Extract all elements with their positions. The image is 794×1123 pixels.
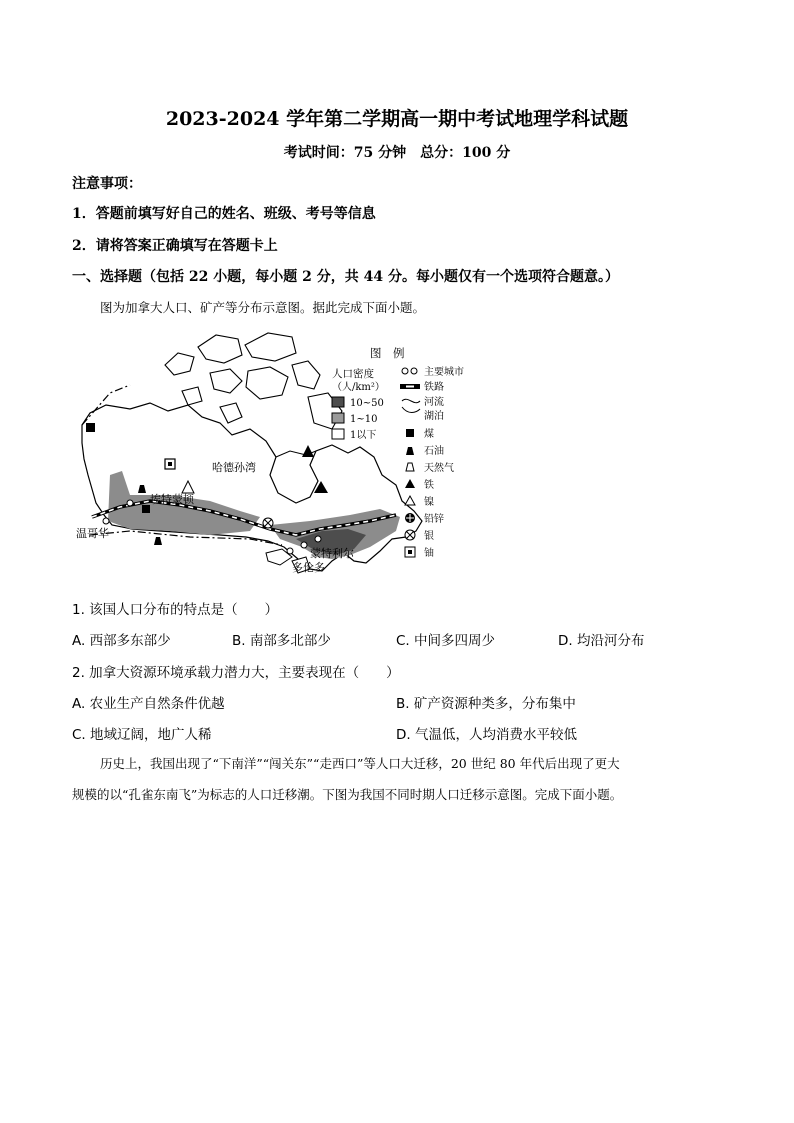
svg-text:铁: 铁 <box>424 480 434 491</box>
question-2-option-c: C. 地域辽阔，地广人稀 <box>72 727 212 743</box>
svg-text:10~50: 10~50 <box>350 398 384 409</box>
question-2-option-a: A. 农业生产自然条件优越 <box>72 696 225 712</box>
oil-icon <box>138 485 146 493</box>
svg-text:铀: 铀 <box>424 548 434 559</box>
page-title: 2023-2024 学年第二学期高一期中考试地理学科试题 <box>165 108 629 130</box>
canada-map <box>70 325 490 580</box>
svg-text:天然气: 天然气 <box>424 463 454 474</box>
svg-text:1以下: 1以下 <box>350 430 377 441</box>
svg-text:人口密度: 人口密度 <box>332 368 374 380</box>
question-1-option-a: A. 西部多东部少 <box>72 633 171 649</box>
svg-text:煤: 煤 <box>424 429 434 440</box>
section-heading: 一、选择题（包括 22 小题，每小题 2 分，共 44 分。每小题仅有一个选项符合题意。） <box>72 269 619 285</box>
city-icon <box>287 548 293 554</box>
notice-item-2: 2．请将答案正确填写在答题卡上 <box>72 238 278 254</box>
label-toronto: 多伦多 <box>292 561 325 574</box>
notice-heading: 注意事项： <box>72 176 142 192</box>
migration-intro-line-2: 规模的以“孔雀东南飞”为标志的人口迁移潮。下图为我国不同时期人口迁移示意图。完成下面小题。 <box>72 787 623 802</box>
coal-icon <box>86 423 95 432</box>
question-1-option-c: C. 中间多四周少 <box>396 633 496 649</box>
iron-icon <box>314 481 328 493</box>
question-2-option-d: D. 气温低，人均消费水平较低 <box>396 727 577 743</box>
nickel-icon <box>182 481 194 493</box>
oil-icon <box>154 537 162 545</box>
svg-text:河流: 河流 <box>424 397 444 408</box>
question-1-stem: 1. 该国人口分布的特点是（ ） <box>72 602 279 618</box>
svg-text:（人/km²）: （人/km²） <box>332 382 385 393</box>
label-hudson-bay: 哈德孙湾 <box>212 461 256 474</box>
notice-item-1: 1．答题前填写好自己的姓名、班级、考号等信息 <box>72 206 376 222</box>
svg-text:图 例: 图 例 <box>370 346 405 360</box>
svg-text:湖泊: 湖泊 <box>424 411 444 422</box>
question-1-option-d: D. 均沿河分布 <box>558 633 645 649</box>
svg-text:石油: 石油 <box>424 446 444 457</box>
label-edmonton: 埃特蒙顿 <box>150 493 194 506</box>
question-2-stem: 2. 加拿大资源环境承载力潜力大，主要表现在（ ） <box>72 665 400 681</box>
exam-info: 考试时间：75 分钟 总分：100 分 <box>283 145 511 161</box>
svg-text:铅锌: 铅锌 <box>424 514 444 525</box>
arctic-islands <box>165 333 342 429</box>
label-vancouver: 温哥华 <box>76 527 109 540</box>
migration-intro-line-1: 历史上，我国出现了“下南洋”“闯关东”“走西口”等人口大迁移，20 世纪 80 年代后出现了更大 <box>100 756 620 771</box>
svg-text:铁路: 铁路 <box>424 382 444 393</box>
question-2-option-b: B. 矿产资源种类多，分布集中 <box>396 696 576 712</box>
label-montreal: 蒙特利尔 <box>310 547 354 560</box>
coal-icon <box>142 505 150 513</box>
svg-text:银: 银 <box>424 531 434 542</box>
question-1-option-b: B. 南部多北部少 <box>232 633 331 649</box>
map-intro: 图为加拿大人口、矿产等分布示意图。据此完成下面小题。 <box>100 300 426 315</box>
svg-text:主要城市: 主要城市 <box>424 367 464 378</box>
svg-text:1~10: 1~10 <box>350 414 378 425</box>
iron-icon <box>302 445 314 457</box>
svg-text:镍: 镍 <box>424 497 434 508</box>
